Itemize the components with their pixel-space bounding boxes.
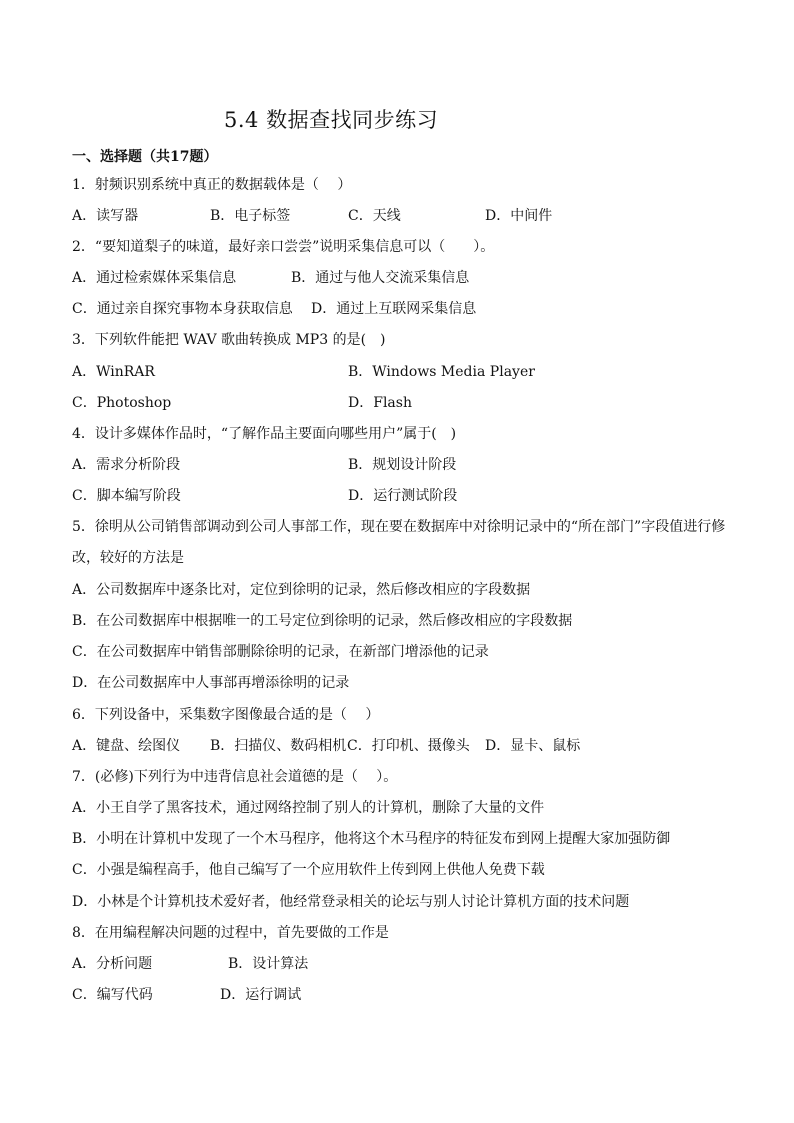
question-5-option-c: C．在公司数据库中销售部删除徐明的记录，在新部门增添他的记录 — [72, 644, 489, 660]
question-7-option-c: C．小强是编程高手，他自己编写了一个应用软件上传到网上供他人免费下载 — [72, 862, 545, 878]
question-3-option-a: A．WinRAR — [72, 364, 155, 380]
question-1-option-d: D．中间件 — [485, 208, 553, 224]
question-2-stem: 2．“要知道梨子的味道，最好亲口尝尝”说明采集信息可以（ ）。 — [72, 239, 495, 255]
question-3-option-d: D．Flash — [348, 395, 412, 411]
question-4-option-c: C．脚本编写阶段 — [72, 488, 181, 504]
question-2-option-a: A．通过检索媒体采集信息 — [72, 270, 237, 286]
question-2-option-d: D．通过上互联网采集信息 — [311, 301, 477, 317]
question-4-option-d: D．运行测试阶段 — [348, 488, 458, 504]
question-1-option-a: A．读写器 — [72, 208, 139, 224]
question-1-option-b: B．电子标签 — [210, 208, 291, 224]
question-5-stem-line-2: 改，较好的方法是 — [72, 550, 184, 566]
question-6-stem: 6．下列设备中，采集数字图像最合适的是（ ） — [72, 707, 380, 723]
question-5-stem-line-1: 5．徐明从公司销售部调动到公司人事部工作，现在要在数据库中对徐明记录中的“所在部门”字段值进行修 — [72, 519, 726, 535]
question-6-option-b: B．扫描仪、数码相机 — [210, 738, 347, 754]
question-5-option-b: B．在公司数据库中根据唯一的工号定位到徐明的记录，然后修改相应的字段数据 — [72, 613, 573, 629]
question-8-option-b: B．设计算法 — [228, 956, 309, 972]
question-6-option-d: D．显卡、鼠标 — [485, 738, 581, 754]
question-7-option-d: D．小林是个计算机技术爱好者，他经常登录相关的论坛与别人讨论计算机方面的技术问题 — [72, 894, 630, 910]
question-1-stem: 1．射频识别系统中真正的数据载体是（ ） — [72, 177, 352, 193]
question-7-option-a: A．小王自学了黑客技术，通过网络控制了别人的计算机，删除了大量的文件 — [72, 800, 545, 816]
question-7-stem: 7．(必修)下列行为中违背信息社会道德的是（ ）。 — [72, 769, 398, 785]
question-5-option-a: A．公司数据库中逐条比对，定位到徐明的记录，然后修改相应的字段数据 — [72, 582, 531, 598]
question-6-option-a: A．键盘、绘图仪 — [72, 738, 181, 754]
question-8-option-d: D．运行调试 — [220, 987, 302, 1003]
question-4-option-a: A．需求分析阶段 — [72, 457, 181, 473]
question-8-stem: 8．在用编程解决问题的过程中，首先要做的工作是 — [72, 925, 389, 941]
question-3-option-b: B．Windows Media Player — [348, 364, 535, 380]
question-4-stem: 4．设计多媒体作品时，“了解作品主要面向哪些用户”属于( ) — [72, 426, 457, 442]
question-7-option-b: B．小明在计算机中发现了一个木马程序，他将这个木马程序的特征发布到网上提醒大家加强防御 — [72, 831, 671, 847]
question-3-stem: 3．下列软件能把 WAV 歌曲转换成 MP3 的是( ) — [72, 332, 386, 348]
question-5-option-d: D．在公司数据库中人事部再增添徐明的记录 — [72, 675, 350, 691]
question-2-option-b: B．通过与他人交流采集信息 — [291, 270, 470, 286]
question-6-option-c: C．打印机、摄像头 — [347, 738, 470, 754]
question-8-option-a: A．分析问题 — [72, 956, 153, 972]
section-heading: 一、选择题（共17题） — [72, 149, 218, 165]
document-title: 5.4 数据查找同步练习 — [224, 108, 439, 132]
question-2-option-c: C．通过亲自探究事物本身获取信息 — [72, 301, 293, 317]
question-1-option-c: C．天线 — [348, 208, 401, 224]
question-8-option-c: C．编写代码 — [72, 987, 153, 1003]
question-3-option-c: C．Photoshop — [72, 395, 172, 411]
question-4-option-b: B．规划设计阶段 — [348, 457, 457, 473]
